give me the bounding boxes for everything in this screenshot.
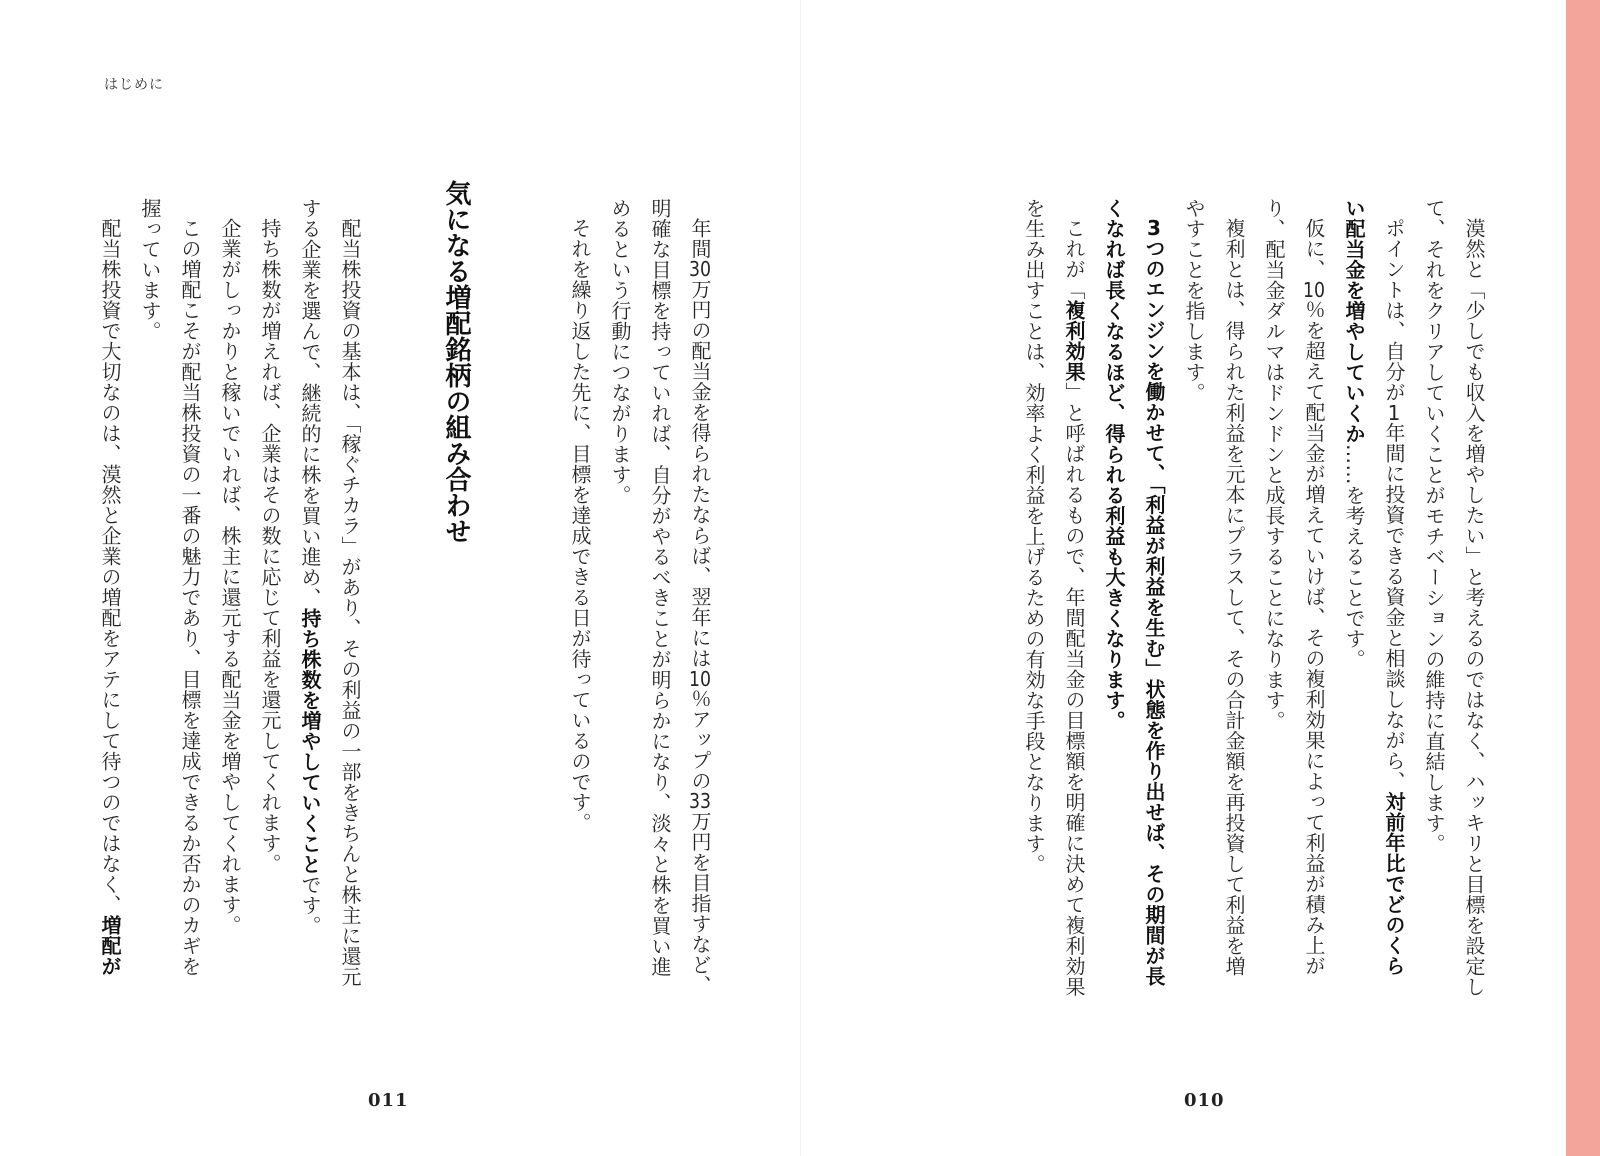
paragraph-bold: 3つのエンジンを働かせて、「利益が利益を生む」状態を作り出せば、その期間が長 くなれば長くなるほど、得られる利益も大きくなります。 (1102, 198, 1166, 987)
paragraph: これが「複利効果」と呼ばれるもので、年間配当金の目標額を明確に決めて複利効果 を生み出すことは、効率よく利益を上げるための有効な手段となります。 (1022, 198, 1086, 997)
left-page-body-upper (560, 198, 720, 1018)
paragraph: この増配こそが配当株投資の一番の魅力であり、目標を達成できるか否かのカギを 握っています。 (138, 198, 202, 977)
running-head: はじめに (104, 77, 164, 93)
paragraph: 年間30万円の配当金を得られたならば、翌年には10％アップの33万円を目指すなど、 明確な目標を持っていれば、自分がやるべきことが明らかになり、淡々と株を買い進 めるという行動につながります。 (608, 198, 712, 996)
page-edge-band (1566, 0, 1600, 1156)
paragraph: 持ち株数が増えれば、企業はその数に応じて利益を還元してくれます。 (258, 218, 282, 874)
right-page-body (1014, 198, 1494, 1018)
section-heading: 気になる増配銘柄の組み合わせ (441, 180, 471, 544)
paragraph: 企業がしっかりと稼いでいれば、株主に還元する配当金を増やしてくれます。 (218, 218, 242, 936)
page-number-left: 011 (368, 1090, 409, 1111)
gutter-divider (800, 0, 801, 1156)
page-number-right: 010 (1184, 1090, 1225, 1111)
paragraph: ポイントは、自分が1年間に投資できる資金と相談しながら、対前年比でどのくら い配当金を増やしていくか……を考えることです。 (1342, 198, 1406, 976)
paragraph: それを繰り返した先に、目標を達成できる日が待っているのです。 (568, 218, 592, 833)
paragraph: 仮に、10％を超えて配当金が増えていけば、その複利効果によって利益が積み上が り、配当金ダルマはドンドンと成長することになります。 (1262, 198, 1326, 976)
paragraph: 複利とは、得られた利益を元本にプラスして、その合計金額を再投資して利益を増 やすことを指します。 (1182, 198, 1246, 977)
left-page-body-lower (90, 198, 370, 1018)
paragraph: 配当株投資で大切なのは、漠然と企業の増配をアテにして待つのではなく、増配が (98, 218, 122, 977)
paragraph: 漠然と「少しでも収入を増やしたい」と考えるのではなく、ハッキリと目標を設定し て、それをクリアしていくことがモチベーションの維持に直結します。 (1422, 198, 1486, 997)
paragraph: 配当株投資の基本は、「稼ぐチカラ」があり、その利益の一部をきちんと株主に還元 する企業を選んで、継続的に株を買い進め、持ち株数を増やしていくことです。 (298, 198, 362, 987)
